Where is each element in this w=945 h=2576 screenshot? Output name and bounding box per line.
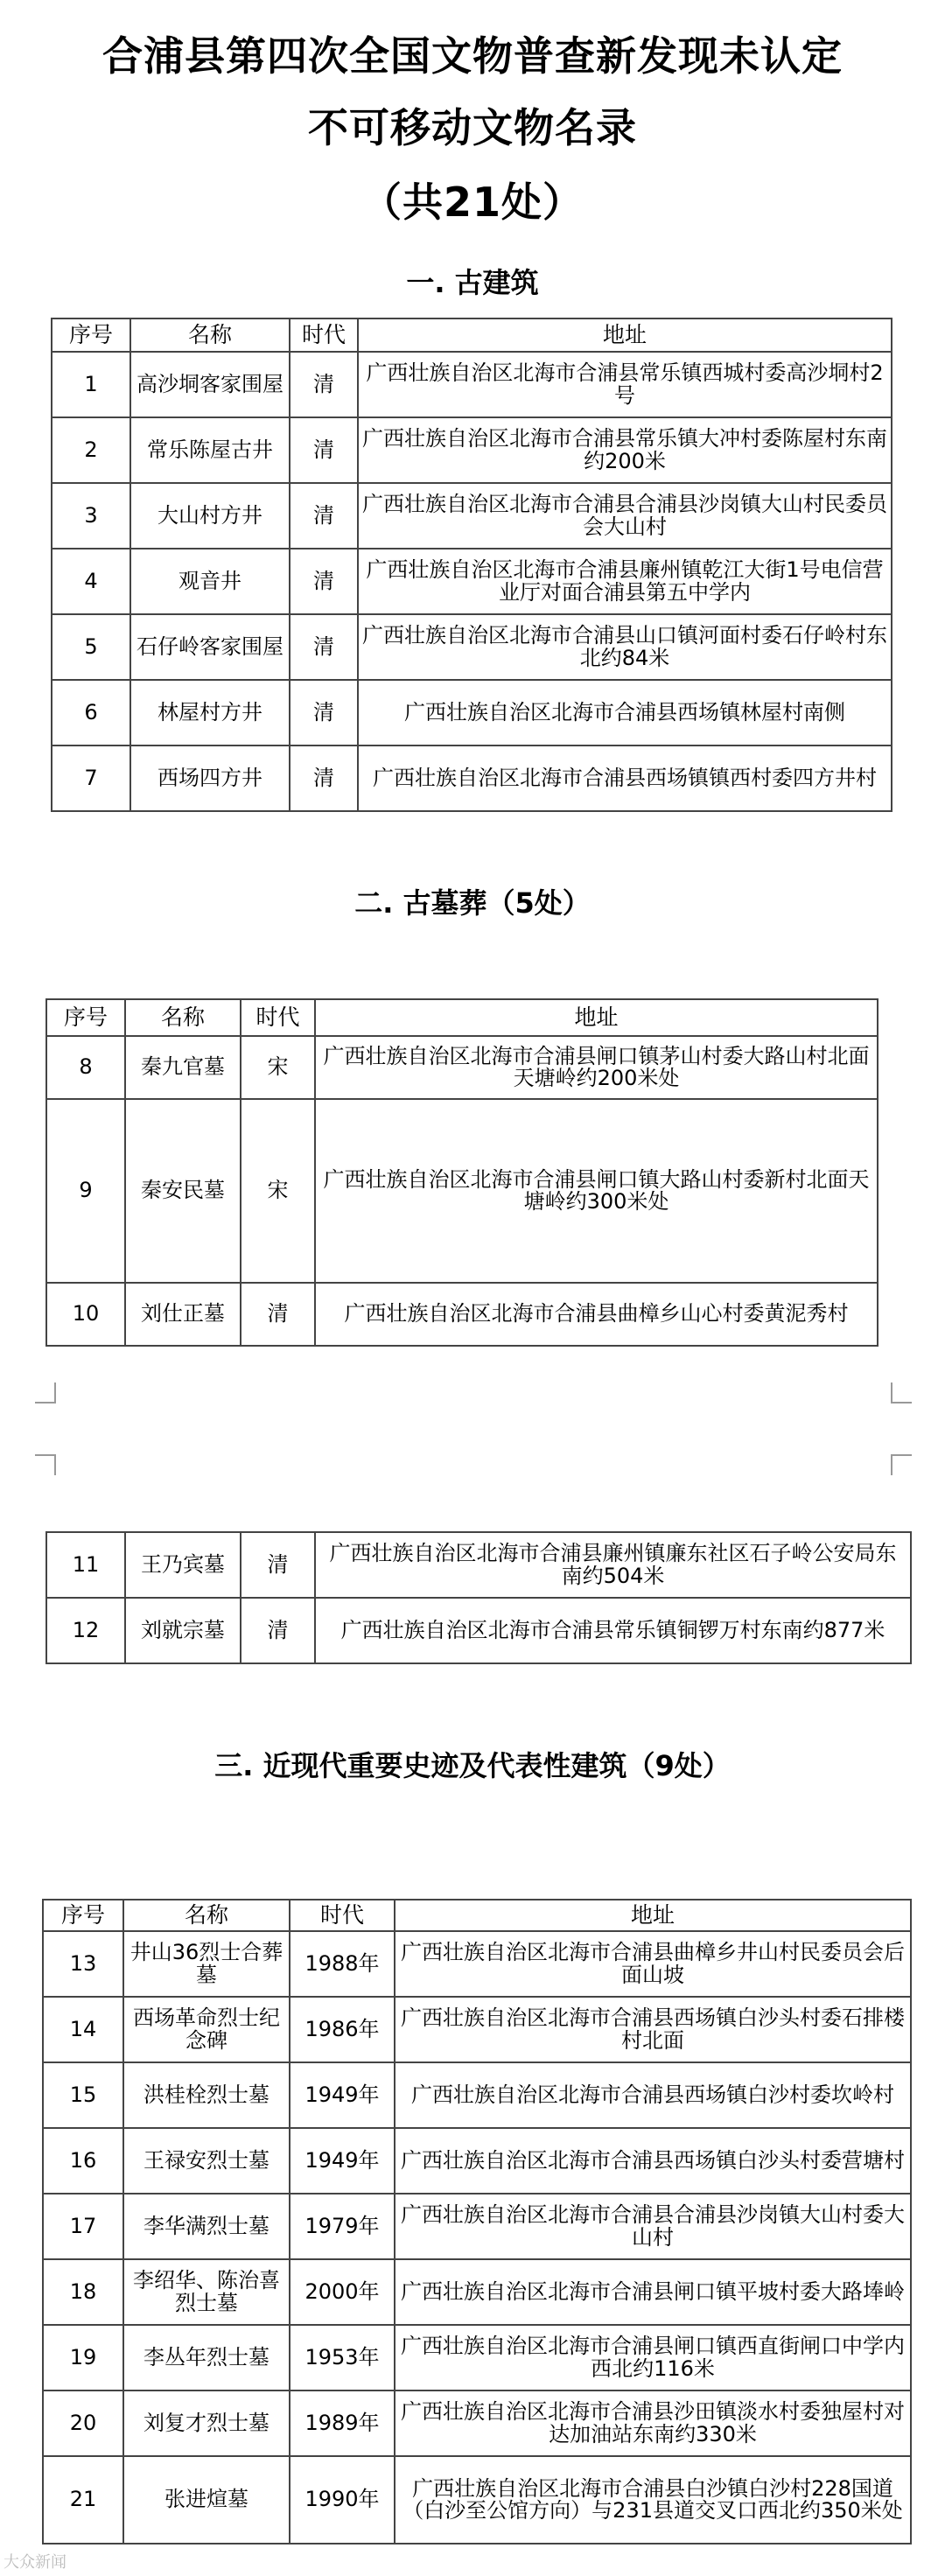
header-addr: 地址 xyxy=(395,1900,911,1931)
row-no: 17 xyxy=(43,2194,123,2259)
row-no: 14 xyxy=(43,1997,123,2062)
row-no: 20 xyxy=(43,2390,123,2456)
row-no: 18 xyxy=(43,2259,123,2325)
row-name: 西场革命烈士纪念碑 xyxy=(123,1997,290,2062)
row-name: 秦安民墓 xyxy=(125,1099,241,1283)
row-era: 清 xyxy=(290,680,358,746)
row-era: 清 xyxy=(290,352,358,417)
table-ancient-tombs xyxy=(46,998,878,1347)
table-row xyxy=(43,2325,911,2390)
table-row xyxy=(52,746,892,811)
page-corner-mark xyxy=(891,1382,912,1404)
header-name: 名称 xyxy=(125,999,241,1036)
table-row xyxy=(52,483,892,549)
row-addr: 广西壮族自治区北海市合浦县西场镇白沙村委坎岭村 xyxy=(395,2062,911,2128)
row-addr: 广西壮族自治区北海市合浦县西场镇白沙头村委石排楼村北面 xyxy=(395,1997,911,2062)
table-row xyxy=(43,2259,911,2325)
header-no: 序号 xyxy=(43,1900,123,1931)
row-name: 王禄安烈士墓 xyxy=(123,2128,290,2194)
page-corner-mark xyxy=(891,1454,912,1475)
page-corner-mark xyxy=(35,1382,56,1404)
table-row xyxy=(52,680,892,746)
table-header-row xyxy=(52,318,892,352)
row-addr: 广西壮族自治区北海市合浦县廉州镇廉东社区石子岭公安局东南约504米 xyxy=(315,1532,911,1598)
table-header-row xyxy=(43,1900,911,1931)
row-no: 2 xyxy=(52,417,130,483)
row-era: 1986年 xyxy=(290,1997,395,2062)
table-row xyxy=(46,1036,878,1099)
row-name: 刘复才烈士墓 xyxy=(123,2390,290,2456)
table-row xyxy=(43,2194,911,2259)
row-addr: 广西壮族自治区北海市合浦县山口镇河面村委石仔岭村东北约84米 xyxy=(358,614,892,680)
row-addr: 广西壮族自治区北海市合浦县西场镇白沙头村委营塘村 xyxy=(395,2128,911,2194)
table-header-row xyxy=(46,999,878,1036)
row-era: 1989年 xyxy=(290,2390,395,2456)
row-name: 李丛年烈士墓 xyxy=(123,2325,290,2390)
row-addr: 广西壮族自治区北海市合浦县廉州镇乾江大街1号电信营业厅对面合浦县第五中学内 xyxy=(358,549,892,614)
row-no: 8 xyxy=(46,1036,125,1099)
section-heading-ancient-tombs: 二. 古墓葬（5处） xyxy=(354,886,591,920)
row-name: 石仔岭客家围屋 xyxy=(130,614,290,680)
row-name: 王乃宾墓 xyxy=(125,1532,241,1598)
row-addr: 广西壮族自治区北海市合浦县白沙镇白沙村228国道（白沙至公馆方向）与231县道交叉口西北约350米处 xyxy=(395,2456,911,2544)
row-addr: 广西壮族自治区北海市合浦县西场镇镇西村委四方井村 xyxy=(358,746,892,811)
row-name: 秦九官墓 xyxy=(125,1036,241,1099)
row-addr: 广西壮族自治区北海市合浦县闸口镇茅山村委大路山村北面天塘岭约200米处 xyxy=(315,1036,878,1099)
row-addr: 广西壮族自治区北海市合浦县常乐镇大冲村委陈屋村东南约200米 xyxy=(358,417,892,483)
header-addr: 地址 xyxy=(358,318,892,352)
row-era: 清 xyxy=(290,614,358,680)
row-era: 清 xyxy=(241,1283,315,1346)
row-name: 洪桂栓烈士墓 xyxy=(123,2062,290,2128)
section-heading-modern-sites: 三. 近现代重要史迹及代表性建筑（9处） xyxy=(214,1749,731,1782)
row-era: 宋 xyxy=(241,1036,315,1099)
table-row xyxy=(46,1099,878,1283)
header-no: 序号 xyxy=(46,999,125,1036)
row-addr: 广西壮族自治区北海市合浦县沙田镇淡水村委独屋村对达加油站东南约330米 xyxy=(395,2390,911,2456)
row-name: 井山36烈士合葬墓 xyxy=(123,1931,290,1997)
row-era: 1949年 xyxy=(290,2062,395,2128)
table-row xyxy=(52,549,892,614)
row-era: 1949年 xyxy=(290,2128,395,2194)
row-name: 林屋村方井 xyxy=(130,680,290,746)
row-addr: 广西壮族自治区北海市合浦县常乐镇西城村委高沙垌村2号 xyxy=(358,352,892,417)
table-row xyxy=(43,1931,911,1997)
table-row xyxy=(46,1598,911,1663)
row-no: 9 xyxy=(46,1099,125,1283)
page-corner-mark xyxy=(35,1454,56,1475)
document-title-line-1: 合浦县第四次全国文物普查新发现未认定 xyxy=(102,32,843,80)
row-name: 刘就宗墓 xyxy=(125,1598,241,1663)
row-no: 6 xyxy=(52,680,130,746)
row-addr: 广西壮族自治区北海市合浦县曲樟乡山心村委黄泥秀村 xyxy=(315,1283,878,1346)
row-no: 4 xyxy=(52,549,130,614)
row-era: 2000年 xyxy=(290,2259,395,2325)
table-row xyxy=(52,417,892,483)
header-name: 名称 xyxy=(130,318,290,352)
row-era: 清 xyxy=(241,1598,315,1663)
row-no: 16 xyxy=(43,2128,123,2194)
table-row xyxy=(43,2128,911,2194)
section-heading-ancient-buildings: 一. 古建筑 xyxy=(406,266,539,299)
table-modern-sites xyxy=(42,1899,912,2544)
header-era: 时代 xyxy=(290,318,358,352)
row-no: 1 xyxy=(52,352,130,417)
header-no: 序号 xyxy=(52,318,130,352)
row-era: 清 xyxy=(241,1532,315,1598)
row-era: 清 xyxy=(290,549,358,614)
table-row xyxy=(46,1283,878,1346)
row-addr: 广西壮族自治区北海市合浦县合浦县沙岗镇大山村民委员会大山村 xyxy=(358,483,892,549)
row-name: 观音井 xyxy=(130,549,290,614)
row-era: 1988年 xyxy=(290,1931,395,1997)
row-no: 15 xyxy=(43,2062,123,2128)
row-addr: 广西壮族自治区北海市合浦县合浦县沙岗镇大山村委大山村 xyxy=(395,2194,911,2259)
watermark-text: 大众新闻 xyxy=(4,2553,66,2572)
row-name: 李绍华、陈治喜烈士墓 xyxy=(123,2259,290,2325)
row-era: 清 xyxy=(290,417,358,483)
row-era: 清 xyxy=(290,746,358,811)
row-name: 刘仕正墓 xyxy=(125,1283,241,1346)
row-no: 19 xyxy=(43,2325,123,2390)
row-addr: 广西壮族自治区北海市合浦县常乐镇铜锣万村东南约877米 xyxy=(315,1598,911,1663)
row-no: 5 xyxy=(52,614,130,680)
table-row xyxy=(52,614,892,680)
row-no: 12 xyxy=(46,1598,125,1663)
row-name: 西场四方井 xyxy=(130,746,290,811)
row-era: 清 xyxy=(290,483,358,549)
row-name: 张进煊墓 xyxy=(123,2456,290,2544)
row-name: 李华满烈士墓 xyxy=(123,2194,290,2259)
row-era: 1979年 xyxy=(290,2194,395,2259)
table-row xyxy=(43,2456,911,2544)
row-no: 10 xyxy=(46,1283,125,1346)
table-ancient-buildings xyxy=(51,318,892,812)
table-row xyxy=(43,1997,911,2062)
table-row xyxy=(43,2390,911,2456)
row-addr: 广西壮族自治区北海市合浦县曲樟乡井山村民委员会后面山坡 xyxy=(395,1931,911,1997)
row-no: 21 xyxy=(43,2456,123,2544)
header-era: 时代 xyxy=(290,1900,395,1931)
row-name: 高沙垌客家围屋 xyxy=(130,352,290,417)
row-name: 常乐陈屋古井 xyxy=(130,417,290,483)
row-no: 7 xyxy=(52,746,130,811)
row-addr: 广西壮族自治区北海市合浦县闸口镇大路山村委新村北面天塘岭约300米处 xyxy=(315,1099,878,1283)
row-name: 大山村方井 xyxy=(130,483,290,549)
row-no: 11 xyxy=(46,1532,125,1598)
row-addr: 广西壮族自治区北海市合浦县西场镇林屋村南侧 xyxy=(358,680,892,746)
row-era: 1990年 xyxy=(290,2456,395,2544)
row-no: 13 xyxy=(43,1931,123,1997)
table-ancient-tombs-continued xyxy=(46,1531,912,1664)
row-addr: 广西壮族自治区北海市合浦县闸口镇平坡村委大路埲岭 xyxy=(395,2259,911,2325)
header-era: 时代 xyxy=(241,999,315,1036)
table-row xyxy=(43,2062,911,2128)
row-no: 3 xyxy=(52,483,130,549)
row-era: 1953年 xyxy=(290,2325,395,2390)
header-name: 名称 xyxy=(123,1900,290,1931)
table-row xyxy=(52,352,892,417)
table-row xyxy=(46,1532,911,1598)
row-era: 宋 xyxy=(241,1099,315,1283)
document-title-line-3: （共21处） xyxy=(360,178,584,226)
row-addr: 广西壮族自治区北海市合浦县闸口镇西直街闸口中学内西北约116米 xyxy=(395,2325,911,2390)
document-title-line-2: 不可移动文物名录 xyxy=(308,104,637,151)
header-addr: 地址 xyxy=(315,999,878,1036)
